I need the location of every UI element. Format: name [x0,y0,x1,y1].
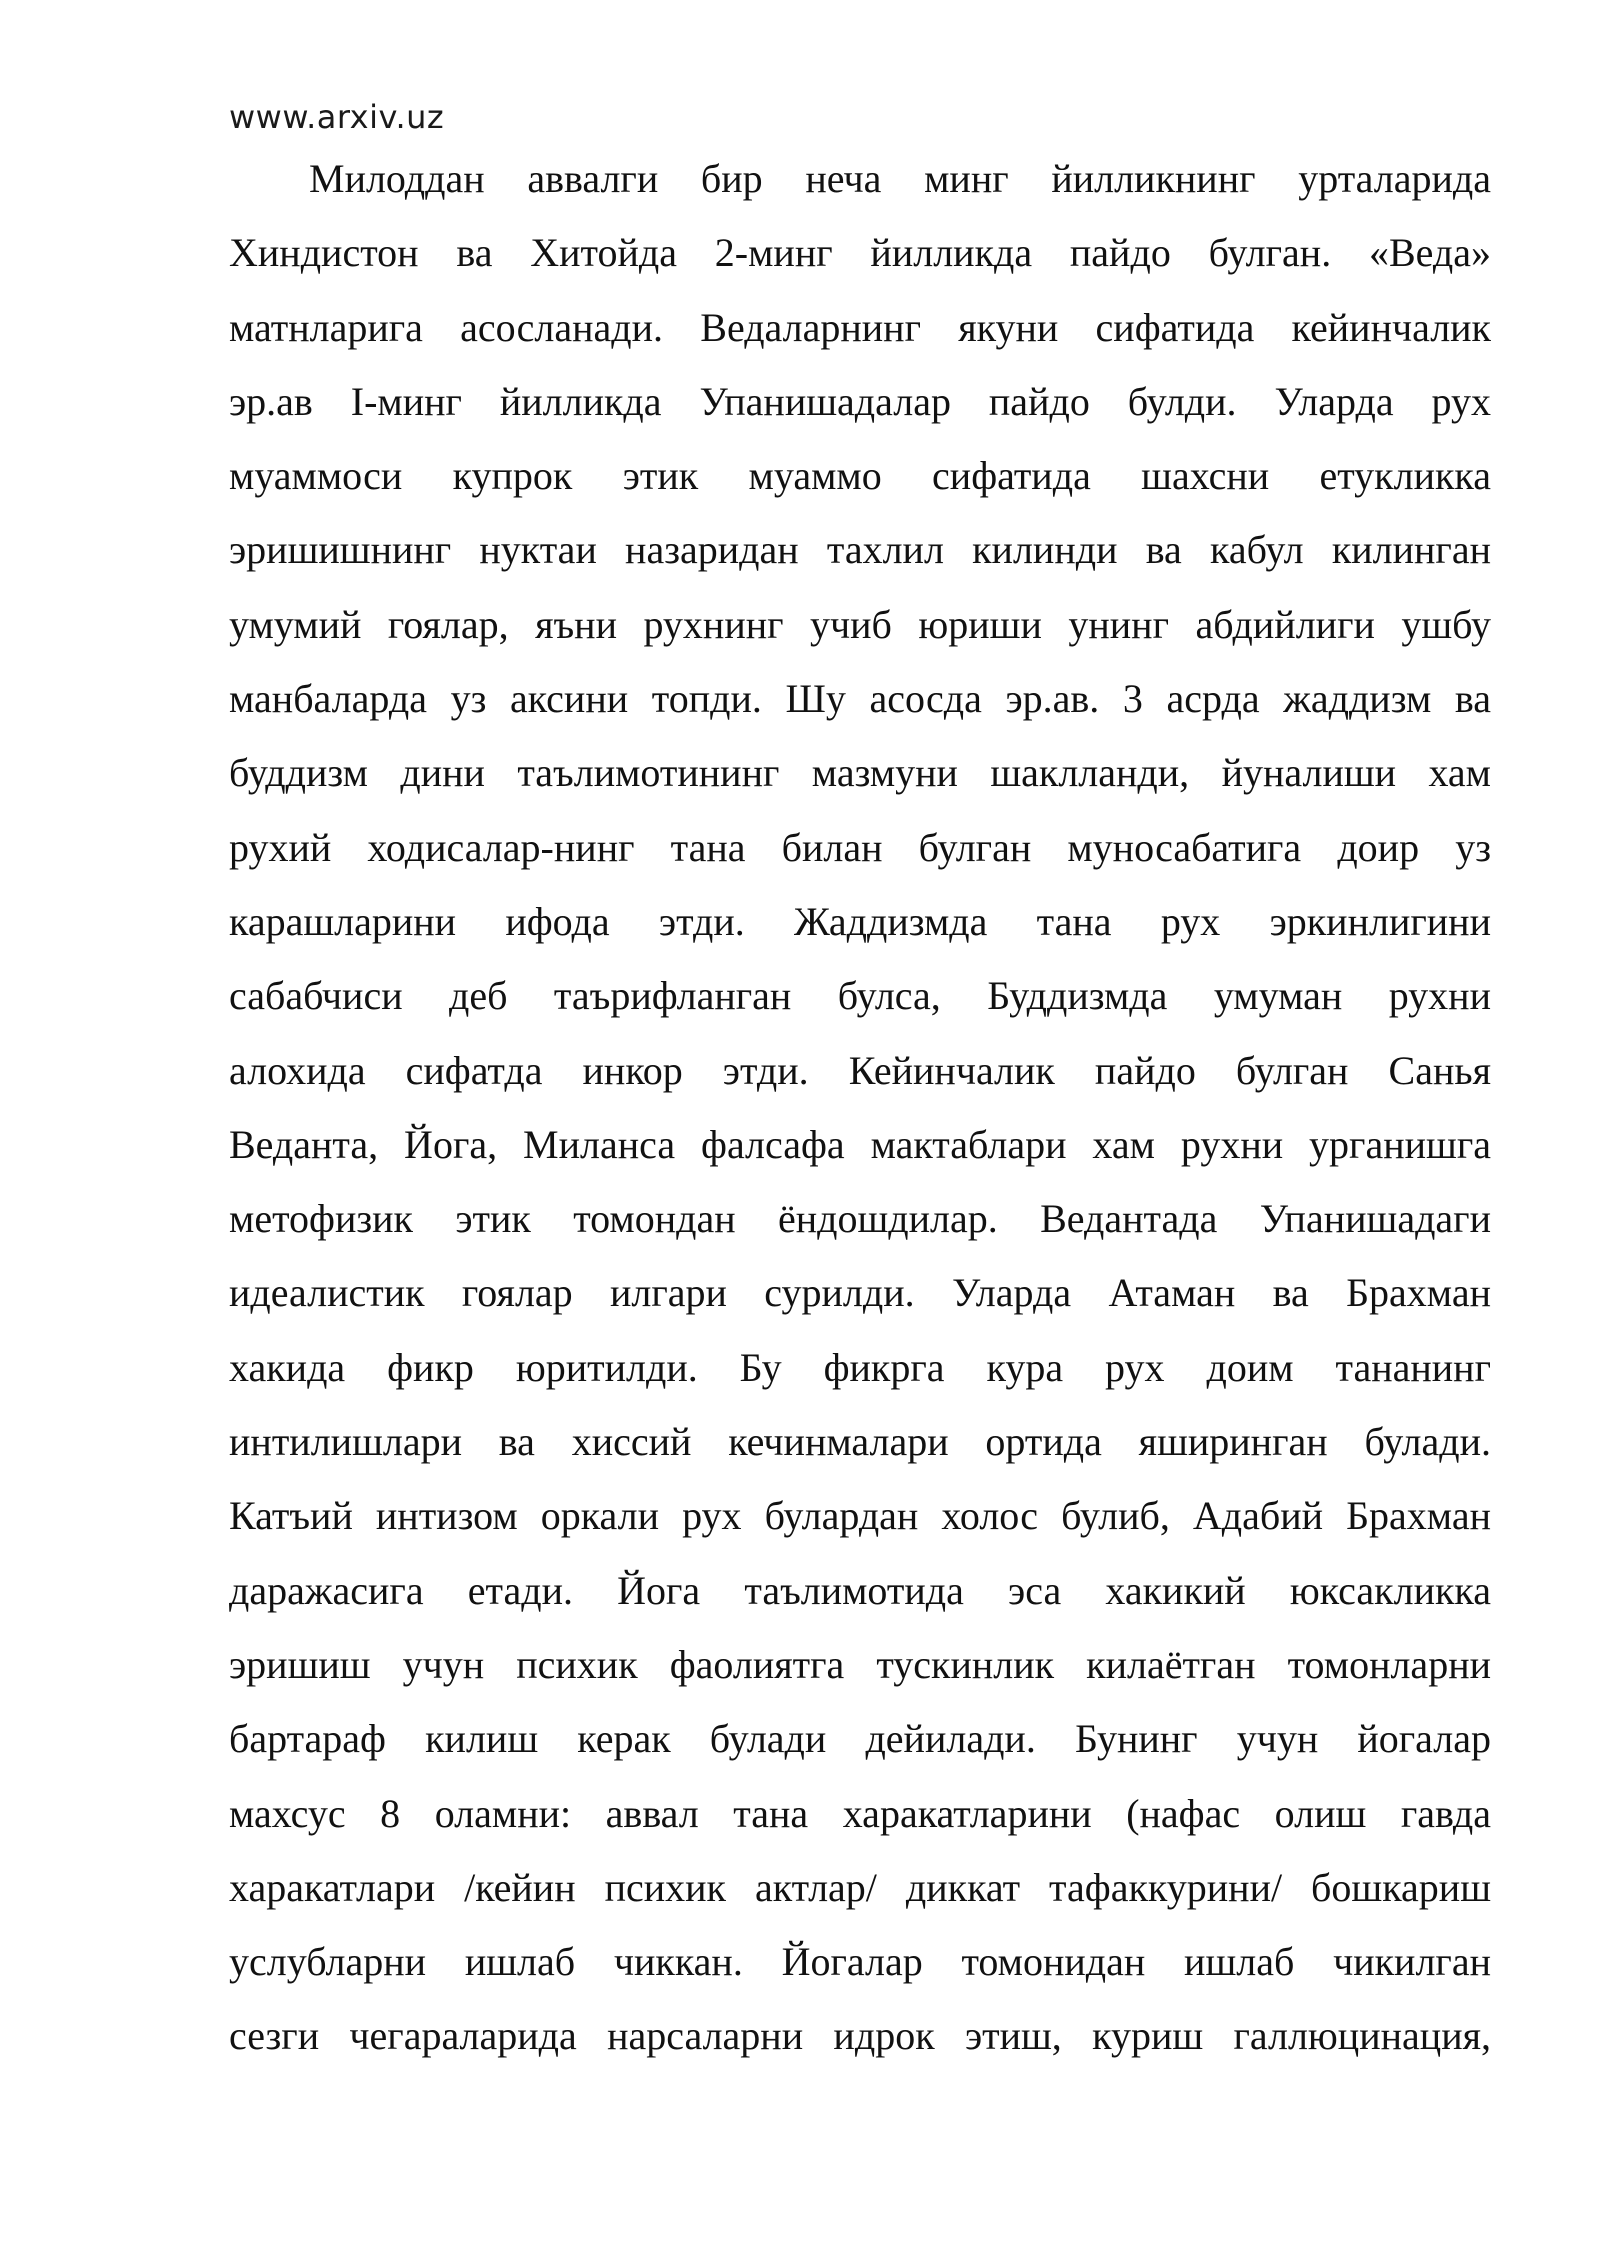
text-line: матнларига асосланади. Ведаларнинг якуни сифатида кейинчалик [229,304,1491,350]
text-line: даражасига етади. Йога таълимотида эса хакикий юксакликка [229,1567,1491,1613]
body-paragraph [229,142,1491,2074]
text-line: алохида сифатда инкор этди. Кейинчалик пайдо булган Санья [229,1047,1491,1093]
text-line: махсус 8 оламни: аввал тана харакатларини (нафас олиш гавда [229,1790,1491,1836]
text-line: эришишнинг нуктаи назаридан тахлил килинди ва кабул килинган [229,527,1491,573]
text-line: Веданта, Йога, Миланса фалсафа мактаблари хам рухни урганишга [229,1121,1491,1167]
header-url: www.arxiv.uz [229,98,445,136]
text-line: рухий ходисалар-нинг тана билан булган муносабатига доир уз [229,824,1491,870]
text-line: интилишлари ва хиссий кечинмалари ортида яширинган булади. [229,1419,1491,1465]
text-line: Катъий интизом оркали рух булардан холос булиб, Адабий Брахман [229,1493,1491,1539]
text-line: сезги чегараларида нарсаларни идрок этиш, куриш галлюцинация, [229,2013,1491,2059]
text-line: хакида фикр юритилди. Бу фикрга кура рух доим тананинг [229,1344,1491,1390]
text-line: буддизм дини таълимотининг мазмуни шаклланди, йуналиши хам [229,750,1491,796]
text-line: эр.ав I-минг йилликда Упанишадалар пайдо булди. Уларда рух [229,378,1491,424]
text-line: сабабчиси деб таърифланган булса, Буддизмда умуман рухни [229,973,1491,1019]
text-line: карашларини ифода этди. Жаддизмда тана рух эркинлигини [229,898,1491,944]
text-line: умумий гоялар, яъни рухнинг учиб юриши унинг абдийлиги ушбу [229,601,1491,647]
text-line: манбаларда уз аксини топди. Шу асосда эр.ав. 3 асрда жаддизм ва [229,676,1491,722]
text-line: Милоддан аввалги бир неча минг йилликнинг урталарида [309,156,1491,201]
text-line: метофизик этик томондан ёндошдилар. Ведантада Упанишадаги [229,1196,1491,1242]
text-line: муаммоси купрок этик муаммо сифатида шахсни етукликка [229,453,1491,499]
text-line: эришиш учун психик фаолиятга тускинлик килаётган томонларни [229,1641,1491,1687]
text-line: харакатлари /кейин психик актлар/ диккат тафаккурини/ бошкариш [229,1864,1491,1910]
text-line: бартараф килиш керак булади дейилади. Бунинг учун йогалар [229,1716,1491,1762]
text-line: Хиндистон ва Хитойда 2-минг йилликда пайдо булган. «Веда» [229,230,1491,276]
text-line: идеалистик гоялар илгари сурилди. Уларда Атаман ва Брахман [229,1270,1491,1316]
text-line: услубларни ишлаб чиккан. Йогалар томонидан ишлаб чикилган [229,1939,1491,1985]
